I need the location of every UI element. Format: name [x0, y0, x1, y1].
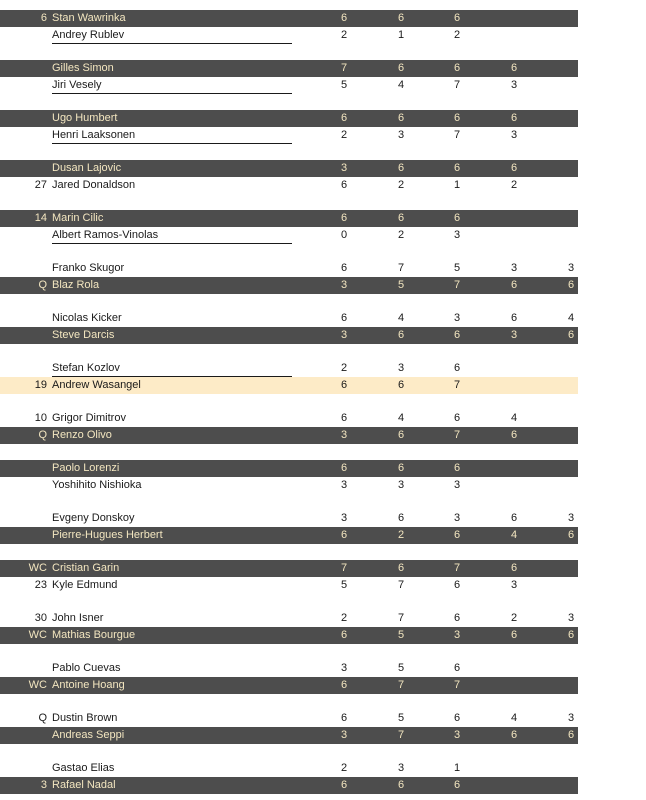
set-score-3: 6	[453, 329, 461, 341]
set-score-1: 6	[340, 779, 348, 791]
player-row	[0, 677, 578, 694]
player-row	[0, 310, 578, 327]
set-score-2: 7	[397, 679, 405, 691]
player-name: Grigor Dimitrov	[52, 412, 126, 424]
player-name: Nicolas Kicker	[52, 312, 122, 324]
player-name: John Isner	[52, 612, 104, 624]
set-score-1: 6	[340, 412, 348, 424]
player-row	[0, 727, 578, 744]
set-score-3: 3	[453, 729, 461, 741]
player-row	[0, 710, 578, 727]
player-name: Steve Darcis	[52, 329, 115, 341]
set-score-1: 3	[340, 279, 348, 291]
player-row	[0, 560, 578, 577]
set-score-3: 3	[453, 312, 461, 324]
set-score-5: 6	[567, 329, 575, 341]
set-score-1: 2	[340, 362, 348, 374]
player-row	[0, 177, 578, 194]
player-seed: WC	[28, 629, 47, 641]
set-score-2: 4	[397, 412, 405, 424]
set-score-4: 4	[510, 529, 518, 541]
player-row	[0, 60, 578, 77]
set-score-3: 6	[453, 779, 461, 791]
set-score-1: 6	[340, 462, 348, 474]
set-score-1: 7	[340, 562, 348, 574]
set-score-2: 3	[397, 479, 405, 491]
player-row	[0, 10, 578, 27]
player-seed: 14	[34, 212, 47, 224]
player-seed: 3	[40, 779, 47, 791]
set-score-4: 6	[510, 629, 518, 641]
set-score-1: 3	[340, 162, 348, 174]
player-name: Jiri Vesely	[52, 77, 292, 94]
player-name: Albert Ramos-Vinolas	[52, 227, 292, 244]
set-score-4: 2	[510, 179, 518, 191]
set-score-3: 6	[453, 212, 461, 224]
set-score-3: 2	[453, 29, 461, 41]
player-row	[0, 760, 578, 777]
set-score-2: 4	[397, 79, 405, 91]
player-row	[0, 527, 578, 544]
set-score-1: 6	[340, 679, 348, 691]
set-score-4: 6	[510, 279, 518, 291]
set-score-3: 1	[453, 762, 461, 774]
set-score-3: 7	[453, 429, 461, 441]
player-name: Stan Wawrinka	[52, 12, 126, 24]
set-score-3: 6	[453, 662, 461, 674]
player-name: Dusan Lajovic	[52, 162, 122, 174]
set-score-3: 3	[453, 512, 461, 524]
set-score-1: 6	[340, 379, 348, 391]
set-score-1: 2	[340, 29, 348, 41]
set-score-1: 6	[340, 629, 348, 641]
set-score-5: 3	[567, 712, 575, 724]
set-score-4: 3	[510, 329, 518, 341]
player-row	[0, 477, 578, 494]
player-row	[0, 627, 578, 644]
set-score-2: 2	[397, 179, 405, 191]
set-score-3: 5	[453, 262, 461, 274]
set-score-3: 7	[453, 679, 461, 691]
set-score-4: 3	[510, 262, 518, 274]
set-score-1: 6	[340, 312, 348, 324]
set-score-3: 7	[453, 379, 461, 391]
set-score-2: 6	[397, 62, 405, 74]
set-score-4: 6	[510, 312, 518, 324]
set-score-3: 6	[453, 162, 461, 174]
set-score-1: 2	[340, 762, 348, 774]
set-score-3: 6	[453, 362, 461, 374]
player-seed: 6	[40, 12, 47, 24]
set-score-3: 6	[453, 462, 461, 474]
set-score-2: 5	[397, 279, 405, 291]
player-name: Jared Donaldson	[52, 179, 136, 191]
set-score-4: 4	[510, 712, 518, 724]
set-score-5: 4	[567, 312, 575, 324]
set-score-3: 7	[453, 279, 461, 291]
player-seed: 27	[34, 179, 47, 191]
player-row	[0, 277, 578, 294]
player-row	[0, 410, 578, 427]
set-score-2: 7	[397, 729, 405, 741]
set-score-2: 2	[397, 529, 405, 541]
set-score-4: 6	[510, 729, 518, 741]
set-score-4: 6	[510, 112, 518, 124]
set-score-5: 6	[567, 729, 575, 741]
set-score-2: 6	[397, 12, 405, 24]
player-name: Renzo Olivo	[52, 429, 112, 441]
player-row	[0, 377, 578, 394]
set-score-2: 1	[397, 29, 405, 41]
set-score-2: 6	[397, 212, 405, 224]
set-score-1: 5	[340, 579, 348, 591]
set-score-3: 6	[453, 112, 461, 124]
set-score-5: 6	[567, 529, 575, 541]
set-score-3: 7	[453, 79, 461, 91]
set-score-3: 6	[453, 412, 461, 424]
set-score-2: 5	[397, 662, 405, 674]
set-score-1: 6	[340, 179, 348, 191]
player-name: Ugo Humbert	[52, 112, 118, 124]
set-score-1: 5	[340, 79, 348, 91]
player-row	[0, 510, 578, 527]
player-seed: 19	[34, 379, 47, 391]
player-name: Pierre-Hugues Herbert	[52, 529, 163, 541]
player-row	[0, 327, 578, 344]
set-score-5: 3	[567, 262, 575, 274]
set-score-4: 3	[510, 129, 518, 141]
player-name: Andrey Rublev	[52, 27, 292, 44]
set-score-1: 6	[340, 212, 348, 224]
set-score-2: 3	[397, 129, 405, 141]
set-score-4: 6	[510, 562, 518, 574]
player-name: Gastao Elias	[52, 762, 115, 774]
set-score-2: 6	[397, 162, 405, 174]
set-score-2: 2	[397, 229, 405, 241]
set-score-3: 6	[453, 62, 461, 74]
set-score-2: 6	[397, 779, 405, 791]
player-seed: 10	[34, 412, 47, 424]
player-row	[0, 27, 578, 44]
set-score-3: 6	[453, 529, 461, 541]
set-score-5: 6	[567, 279, 575, 291]
player-row	[0, 777, 578, 794]
set-score-4: 6	[510, 162, 518, 174]
set-score-1: 6	[340, 529, 348, 541]
set-score-1: 3	[340, 329, 348, 341]
player-seed: WC	[28, 562, 47, 574]
player-name: Yoshihito Nishioka	[52, 479, 142, 491]
set-score-2: 7	[397, 262, 405, 274]
set-score-4: 6	[510, 62, 518, 74]
set-score-1: 3	[340, 512, 348, 524]
player-name: Cristian Garin	[52, 562, 120, 574]
player-row	[0, 660, 578, 677]
player-row	[0, 160, 578, 177]
player-name: Paolo Lorenzi	[52, 462, 120, 474]
player-name: Andrew Wasangel	[52, 379, 141, 391]
player-seed: Q	[38, 429, 47, 441]
set-score-1: 6	[340, 112, 348, 124]
player-row	[0, 610, 578, 627]
set-score-3: 1	[453, 179, 461, 191]
set-score-4: 6	[510, 429, 518, 441]
set-score-1: 6	[340, 712, 348, 724]
set-score-3: 3	[453, 479, 461, 491]
set-score-3: 3	[453, 629, 461, 641]
set-score-1: 6	[340, 262, 348, 274]
set-score-3: 6	[453, 712, 461, 724]
set-score-2: 6	[397, 112, 405, 124]
set-score-2: 7	[397, 579, 405, 591]
player-row	[0, 360, 578, 377]
set-score-1: 3	[340, 662, 348, 674]
player-seed: Q	[38, 712, 47, 724]
set-score-4: 6	[510, 512, 518, 524]
player-name: Dustin Brown	[52, 712, 118, 724]
player-name: Pablo Cuevas	[52, 662, 121, 674]
player-name: Andreas Seppi	[52, 729, 125, 741]
set-score-2: 3	[397, 762, 405, 774]
player-seed: 23	[34, 579, 47, 591]
set-score-1: 3	[340, 429, 348, 441]
set-score-2: 6	[397, 462, 405, 474]
set-score-2: 4	[397, 312, 405, 324]
set-score-1: 3	[340, 479, 348, 491]
set-score-3: 3	[453, 229, 461, 241]
set-score-2: 6	[397, 379, 405, 391]
player-row	[0, 210, 578, 227]
set-score-3: 6	[453, 12, 461, 24]
player-row	[0, 227, 578, 244]
player-name: Kyle Edmund	[52, 579, 118, 591]
player-name: Stefan Kozlov	[52, 360, 292, 377]
player-name: Rafael Nadal	[52, 779, 116, 791]
set-score-5: 3	[567, 612, 575, 624]
set-score-3: 7	[453, 562, 461, 574]
player-name: Antoine Hoang	[52, 679, 125, 691]
set-score-4: 3	[510, 579, 518, 591]
set-score-1: 3	[340, 729, 348, 741]
set-score-1: 2	[340, 129, 348, 141]
set-score-2: 6	[397, 429, 405, 441]
set-score-2: 7	[397, 612, 405, 624]
player-name: Blaz Rola	[52, 279, 100, 291]
set-score-1: 2	[340, 612, 348, 624]
set-score-2: 5	[397, 629, 405, 641]
set-score-1: 7	[340, 62, 348, 74]
player-row	[0, 260, 578, 277]
player-row	[0, 127, 578, 144]
set-score-3: 6	[453, 579, 461, 591]
set-score-5: 6	[567, 629, 575, 641]
set-score-2: 6	[397, 329, 405, 341]
set-score-4: 2	[510, 612, 518, 624]
player-row	[0, 77, 578, 94]
player-seed: Q	[38, 279, 47, 291]
set-score-4: 4	[510, 412, 518, 424]
set-score-2: 6	[397, 512, 405, 524]
player-name: Henri Laaksonen	[52, 127, 292, 144]
set-score-5: 3	[567, 512, 575, 524]
set-score-2: 6	[397, 562, 405, 574]
player-name: Marin Cilic	[52, 212, 104, 224]
set-score-2: 3	[397, 362, 405, 374]
player-row	[0, 110, 578, 127]
set-score-2: 5	[397, 712, 405, 724]
player-row	[0, 460, 578, 477]
set-score-1: 6	[340, 12, 348, 24]
player-row	[0, 577, 578, 594]
player-seed: WC	[28, 679, 47, 691]
set-score-3: 7	[453, 129, 461, 141]
player-row	[0, 427, 578, 444]
player-name: Gilles Simon	[52, 62, 114, 74]
set-score-1: 0	[340, 229, 348, 241]
player-seed: 30	[34, 612, 47, 624]
player-name: Evgeny Donskoy	[52, 512, 135, 524]
set-score-4: 3	[510, 79, 518, 91]
player-name: Franko Skugor	[52, 262, 125, 274]
player-name: Mathias Bourgue	[52, 629, 136, 641]
set-score-3: 6	[453, 612, 461, 624]
